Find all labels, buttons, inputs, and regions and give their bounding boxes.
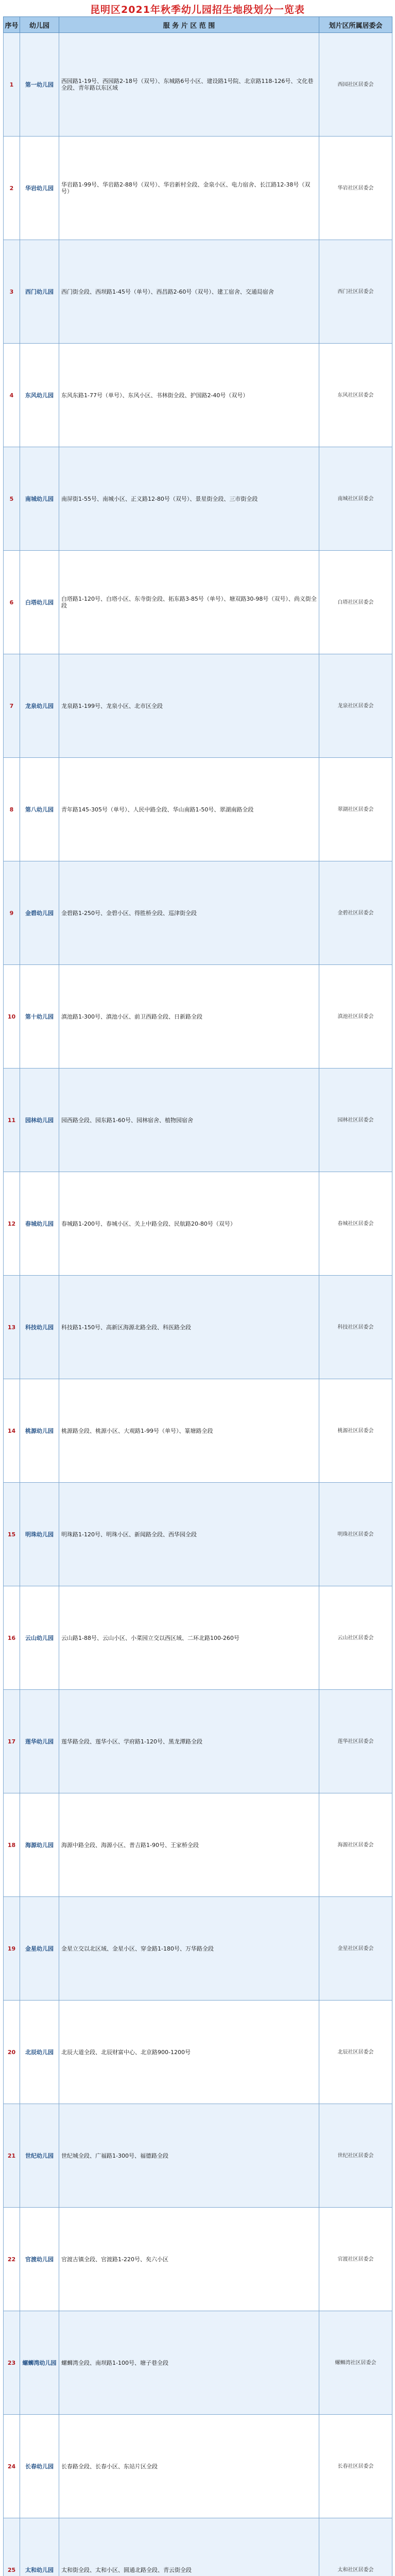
header-remark: 划片区所属居委会 xyxy=(319,17,392,33)
row-kindergarten: 白塔幼儿园 xyxy=(20,551,59,654)
row-kindergarten: 西门幼儿园 xyxy=(20,240,59,344)
row-area: 园西路全段、园东路1-60号、园林宿舍、植物园宿舍 xyxy=(59,1069,319,1172)
row-area: 螺蛳湾全段、南坝路1-100号、塘子巷全段 xyxy=(59,2311,319,2415)
row-remark: 西门社区居委会 xyxy=(319,240,392,344)
row-kindergarten: 莲华幼儿园 xyxy=(20,1690,59,1793)
header-seq: 序号 xyxy=(4,17,20,33)
table-row xyxy=(4,1069,392,1172)
row-area: 南屏街1-55号、南城小区、正义路12-80号（双号）、景星街全段、三市街全段 xyxy=(59,447,319,551)
row-remark: 螺蛳湾社区居委会 xyxy=(319,2311,392,2415)
row-remark: 桃源社区居委会 xyxy=(319,1379,392,1483)
row-kindergarten: 春城幼儿园 xyxy=(20,1172,59,1276)
table-row xyxy=(4,551,392,654)
table-header-row xyxy=(4,17,392,33)
row-kindergarten: 桃源幼儿园 xyxy=(20,1379,59,1483)
row-kindergarten: 龙泉幼儿园 xyxy=(20,654,59,758)
row-kindergarten: 南城幼儿园 xyxy=(20,447,59,551)
row-kindergarten: 科技幼儿园 xyxy=(20,1276,59,1379)
header-kindergarten: 幼儿园 xyxy=(20,17,59,33)
row-seq: 18 xyxy=(4,1793,20,1897)
table-row xyxy=(4,758,392,861)
row-seq: 12 xyxy=(4,1172,20,1276)
table-row xyxy=(4,1276,392,1379)
row-remark: 西园社区居委会 xyxy=(319,33,392,137)
row-seq: 14 xyxy=(4,1379,20,1483)
table-row xyxy=(4,2001,392,2104)
row-kindergarten: 长春幼儿园 xyxy=(20,2415,59,2518)
row-seq: 9 xyxy=(4,861,20,965)
row-area: 龙泉路1-199号、龙泉小区、北市区全段 xyxy=(59,654,319,758)
table-row xyxy=(4,1483,392,1586)
row-seq: 5 xyxy=(4,447,20,551)
row-kindergarten: 第八幼儿园 xyxy=(20,758,59,861)
row-seq: 16 xyxy=(4,1586,20,1690)
row-seq: 15 xyxy=(4,1483,20,1586)
row-kindergarten: 北辰幼儿园 xyxy=(20,2001,59,2104)
table-row xyxy=(4,2415,392,2518)
row-kindergarten: 第一幼儿园 xyxy=(20,33,59,137)
row-remark: 北辰社区居委会 xyxy=(319,2001,392,2104)
row-kindergarten: 太和幼儿园 xyxy=(20,2518,59,2576)
row-area: 云山路1-88号、云山小区、小菜园立交以西区域、二环北路100-260号 xyxy=(59,1586,319,1690)
row-area: 西园路1-19号、西园路2-18号（双号）、东城路6号小区、建设路1号院、北京路118-126号、文化巷全段、青年路以东区域 xyxy=(59,33,319,137)
row-area: 滇池路1-300号、滇池小区、前卫西路全段、日新路全段 xyxy=(59,965,319,1069)
row-seq: 25 xyxy=(4,2518,20,2576)
row-remark: 东风社区居委会 xyxy=(319,344,392,447)
row-kindergarten: 华岩幼儿园 xyxy=(20,137,59,240)
row-area: 官渡古镇全段、官渡路1-220号、矣六小区 xyxy=(59,2208,319,2311)
row-area: 东风东路1-77号（单号）、东风小区、书林街全段、护国路2-40号（双号） xyxy=(59,344,319,447)
enrollment-table xyxy=(3,16,392,2576)
row-remark: 华岩社区居委会 xyxy=(319,137,392,240)
table-row xyxy=(4,33,392,137)
row-remark: 白塔社区居委会 xyxy=(319,551,392,654)
row-seq: 22 xyxy=(4,2208,20,2311)
table-row xyxy=(4,1172,392,1276)
row-remark: 金星社区居委会 xyxy=(319,1897,392,2001)
row-seq: 6 xyxy=(4,551,20,654)
row-remark: 科技社区居委会 xyxy=(319,1276,392,1379)
table-row xyxy=(4,2518,392,2576)
table-row xyxy=(4,1793,392,1897)
row-remark: 春城社区居委会 xyxy=(319,1172,392,1276)
table-row xyxy=(4,137,392,240)
row-kindergarten: 明珠幼儿园 xyxy=(20,1483,59,1586)
row-kindergarten: 园林幼儿园 xyxy=(20,1069,59,1172)
table-row xyxy=(4,654,392,758)
row-seq: 21 xyxy=(4,2104,20,2208)
table-row xyxy=(4,2208,392,2311)
row-seq: 19 xyxy=(4,1897,20,2001)
row-seq: 1 xyxy=(4,33,20,137)
row-remark: 太和社区居委会 xyxy=(319,2518,392,2576)
table-row xyxy=(4,240,392,344)
table-row xyxy=(4,2104,392,2208)
row-kindergarten: 东风幼儿园 xyxy=(20,344,59,447)
row-seq: 20 xyxy=(4,2001,20,2104)
row-area: 长春路全段、长春小区、东站片区全段 xyxy=(59,2415,319,2518)
row-seq: 8 xyxy=(4,758,20,861)
row-remark: 滇池社区居委会 xyxy=(319,965,392,1069)
row-remark: 官渡社区居委会 xyxy=(319,2208,392,2311)
row-area: 青年路145-305号（单号）、人民中路全段、华山南路1-50号、翠湖南路全段 xyxy=(59,758,319,861)
row-kindergarten: 第十幼儿园 xyxy=(20,965,59,1069)
row-seq: 23 xyxy=(4,2311,20,2415)
row-seq: 24 xyxy=(4,2415,20,2518)
table-row xyxy=(4,1897,392,2001)
table-body xyxy=(4,33,392,2576)
row-area: 金星立交以北区域、金星小区、穿金路1-180号、万华路全段 xyxy=(59,1897,319,2001)
row-kindergarten: 金星幼儿园 xyxy=(20,1897,59,2001)
row-kindergarten: 云山幼儿园 xyxy=(20,1586,59,1690)
row-remark: 龙泉社区居委会 xyxy=(319,654,392,758)
header-area: 服 务 片 区 范 围 xyxy=(59,17,319,33)
row-kindergarten: 螺蛳湾幼儿园 xyxy=(20,2311,59,2415)
row-area: 金碧路1-250号、金碧小区、得胜桥全段、巡津街全段 xyxy=(59,861,319,965)
table-row xyxy=(4,2311,392,2415)
row-remark: 南城社区居委会 xyxy=(319,447,392,551)
row-area: 华岩路1-99号、华岩路2-88号（双号）、华岩新村全段、金泉小区、电力宿舍、长江路12-38号（双号） xyxy=(59,137,319,240)
row-area: 莲华路全段、莲华小区、学府路1-120号、黑龙潭路全段 xyxy=(59,1690,319,1793)
row-area: 春城路1-200号、春城小区、关上中路全段、民航路20-80号（双号） xyxy=(59,1172,319,1276)
row-area: 海源中路全段、海源小区、普吉路1-90号、王家桥全段 xyxy=(59,1793,319,1897)
row-kindergarten: 官渡幼儿园 xyxy=(20,2208,59,2311)
table-row xyxy=(4,447,392,551)
row-area: 白塔路1-120号、白塔小区、东寺街全段、拓东路3-85号（单号）、塘双路30-98号（双号）、尚义街全段 xyxy=(59,551,319,654)
table-row xyxy=(4,965,392,1069)
row-remark: 莲华社区居委会 xyxy=(319,1690,392,1793)
row-area: 西门街全段、西坝路1-45号（单号）、西昌路2-60号（双号）、建工宿舍、交通局宿舍 xyxy=(59,240,319,344)
row-area: 北辰大道全段、北辰财富中心、北京路900-1200号 xyxy=(59,2001,319,2104)
row-seq: 13 xyxy=(4,1276,20,1379)
row-seq: 7 xyxy=(4,654,20,758)
row-kindergarten: 金碧幼儿园 xyxy=(20,861,59,965)
row-area: 世纪城全段、广福路1-300号、福德路全段 xyxy=(59,2104,319,2208)
row-remark: 明珠社区居委会 xyxy=(319,1483,392,1586)
row-remark: 长春社区居委会 xyxy=(319,2415,392,2518)
row-seq: 10 xyxy=(4,965,20,1069)
table-row xyxy=(4,861,392,965)
row-kindergarten: 海源幼儿园 xyxy=(20,1793,59,1897)
row-area: 明珠路1-120号、明珠小区、新闻路全段、西华园全段 xyxy=(59,1483,319,1586)
table-row xyxy=(4,1586,392,1690)
row-remark: 园林社区居委会 xyxy=(319,1069,392,1172)
row-seq: 17 xyxy=(4,1690,20,1793)
row-seq: 2 xyxy=(4,137,20,240)
document xyxy=(3,3,392,2576)
table-row xyxy=(4,1690,392,1793)
row-area: 桃源路全段、桃源小区、大观路1-99号（单号）、篆塘路全段 xyxy=(59,1379,319,1483)
row-seq: 11 xyxy=(4,1069,20,1172)
table-row xyxy=(4,344,392,447)
row-kindergarten: 世纪幼儿园 xyxy=(20,2104,59,2208)
row-remark: 云山社区居委会 xyxy=(319,1586,392,1690)
row-remark: 金碧社区居委会 xyxy=(319,861,392,965)
row-remark: 世纪社区居委会 xyxy=(319,2104,392,2208)
row-seq: 4 xyxy=(4,344,20,447)
row-remark: 翠湖社区居委会 xyxy=(319,758,392,861)
row-seq: 3 xyxy=(4,240,20,344)
row-area: 太和街全段、太和小区、圆通北路全段、青云街全段 xyxy=(59,2518,319,2576)
table-row xyxy=(4,1379,392,1483)
row-area: 科技路1-150号、高新区海源北路全段、科医路全段 xyxy=(59,1276,319,1379)
row-remark: 海源社区居委会 xyxy=(319,1793,392,1897)
document-title: 昆明区2021年秋季幼儿园招生地段划分一览表 xyxy=(90,4,305,15)
